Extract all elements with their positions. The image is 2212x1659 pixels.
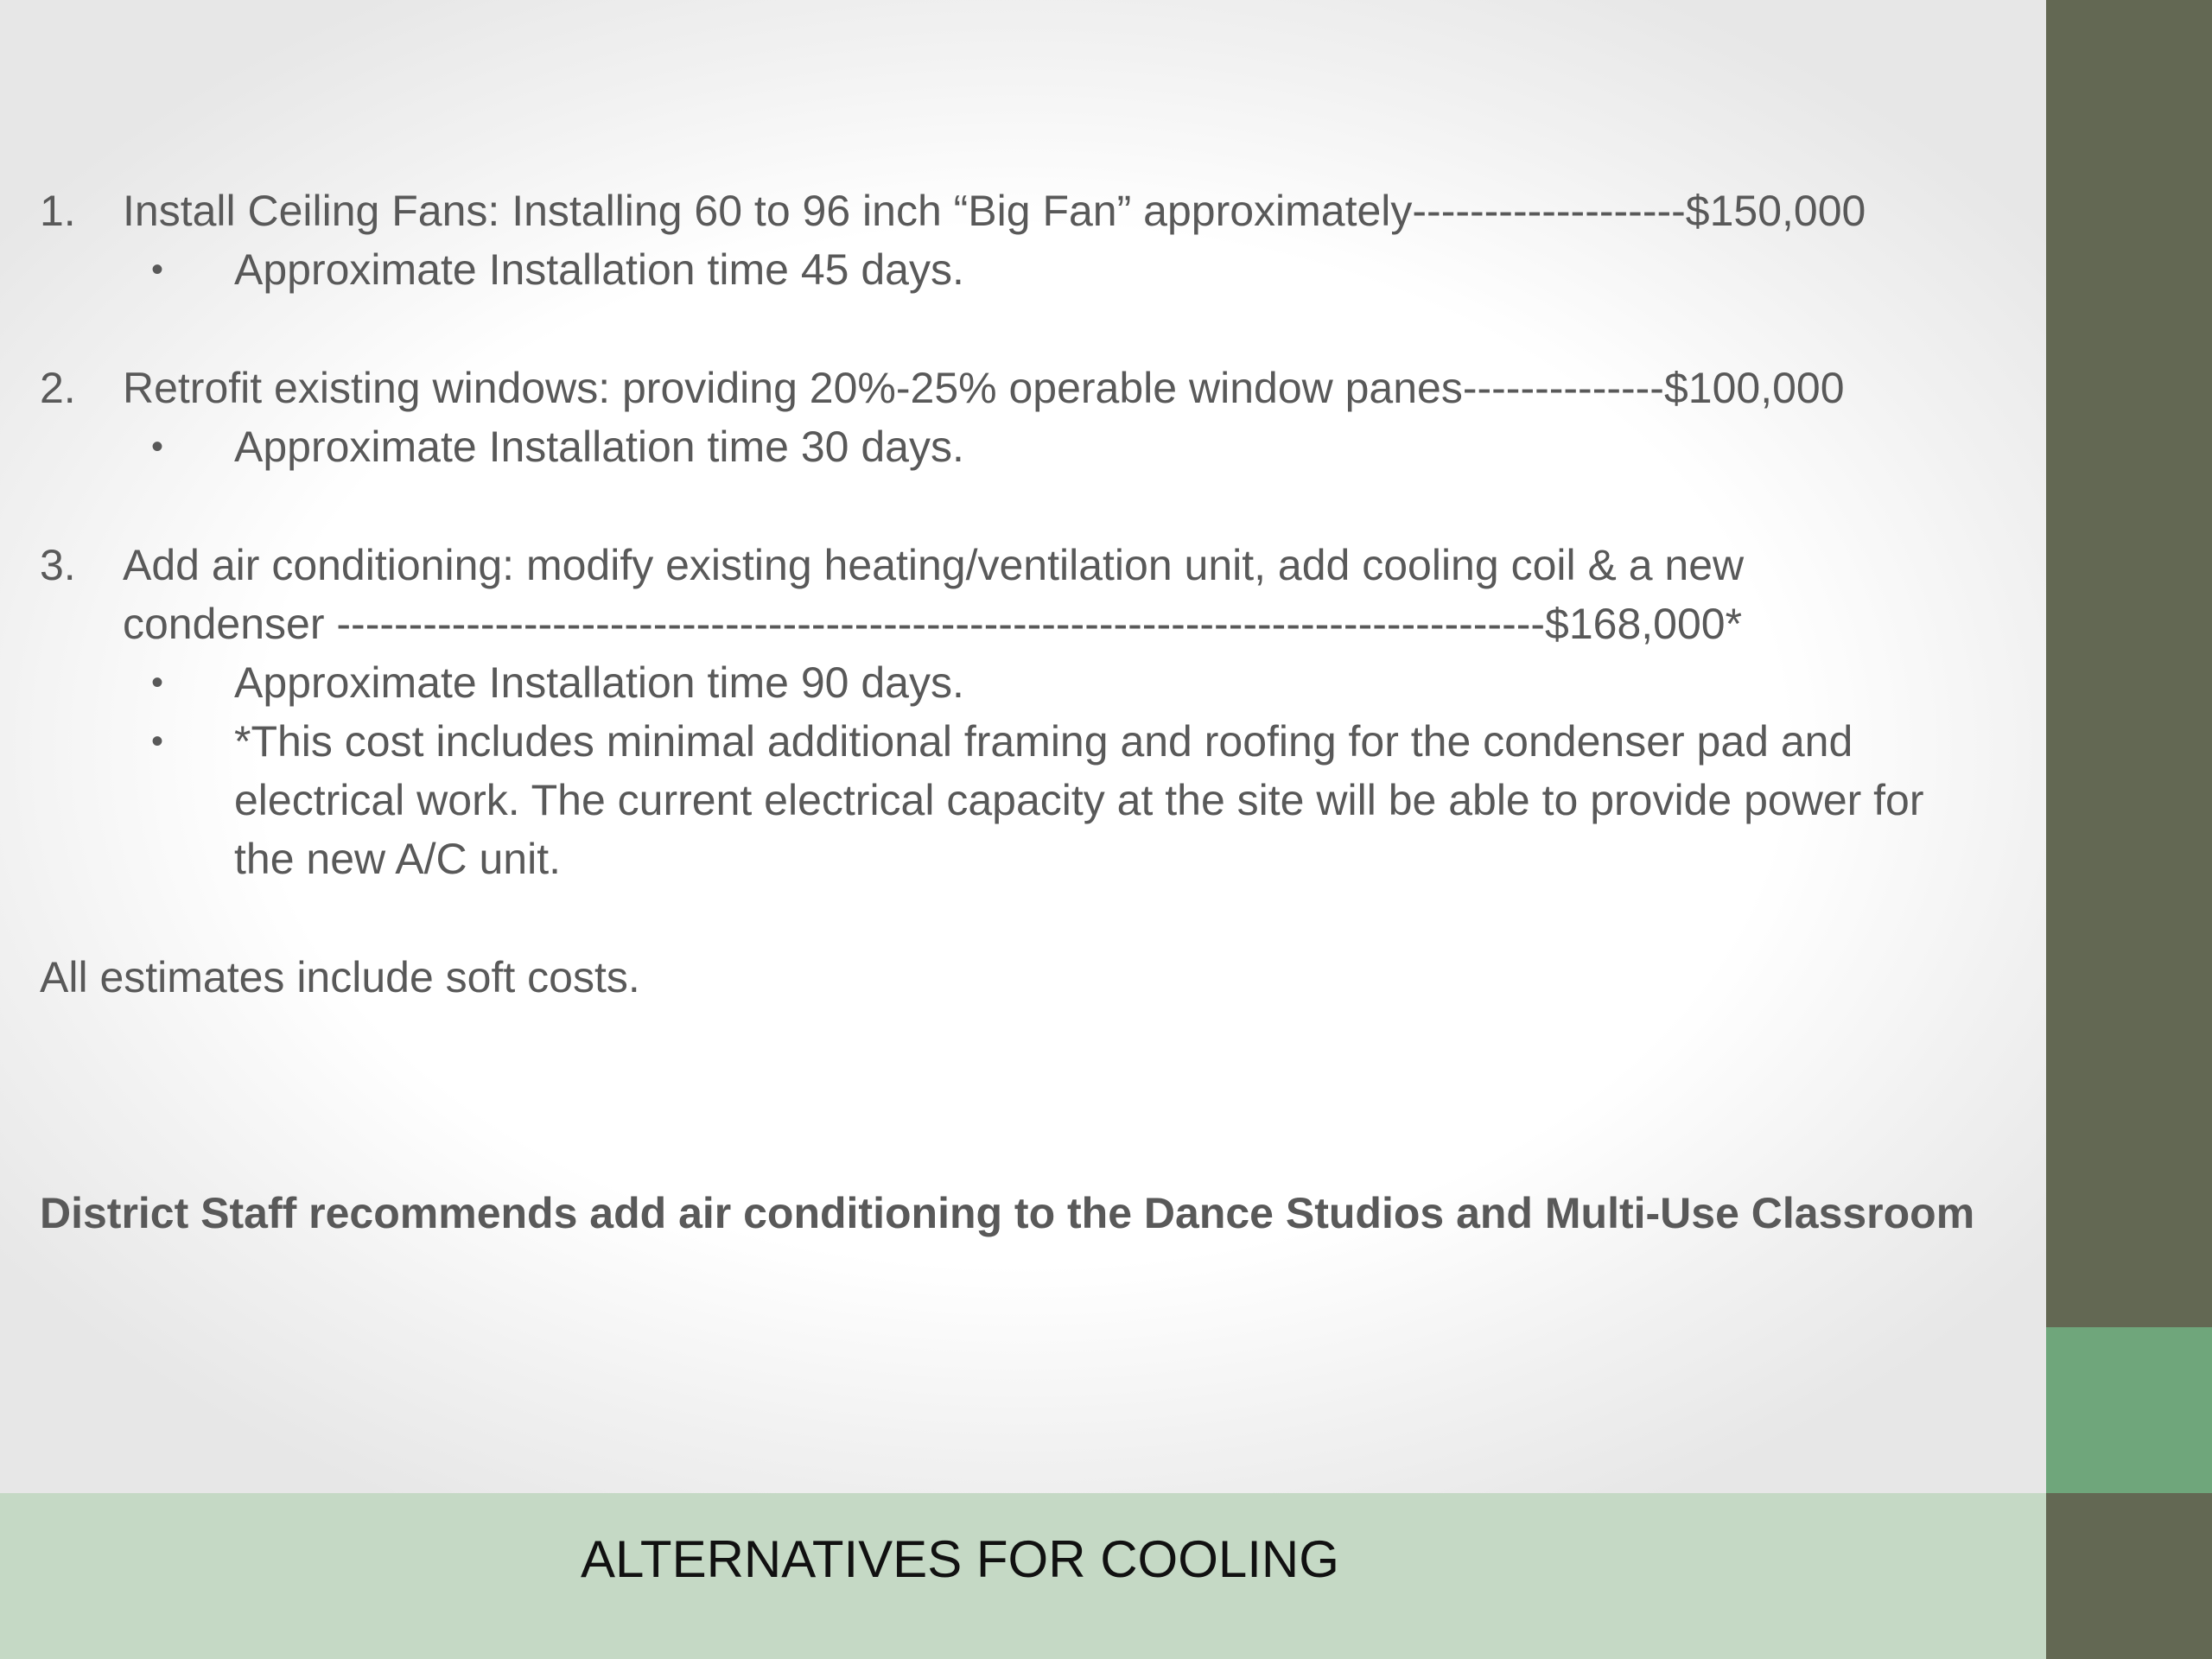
item-1-bullet-1: Approximate Installation time 45 days. [234,245,964,294]
item-2-bullet-1: Approximate Installation time 30 days. [234,423,964,471]
item-3-bullet-1: Approximate Installation time 90 days. [234,658,964,707]
item-3-text-line-2: condenser ------------------------------------------------------------------------------------$168,000* [123,600,1743,648]
estimates-note: All estimates include soft costs. [40,953,640,1001]
item-3-bullet-symbol-2: • [151,722,164,760]
item-1-bullet-symbol: • [151,251,164,289]
recommendation-text: District Staff recommends add air conditioning to the Dance Studios and Multi-Use Classroom [40,1189,1975,1237]
item-2-text: Retrofit existing windows: providing 20%-25% operable window panes--------------$100,000 [123,364,1845,412]
slide-title: ALTERNATIVES FOR COOLING [581,1530,1339,1588]
item-3-bullet-2-line-1: *This cost includes minimal additional framing and roofing for the condenser pad and [234,717,1853,766]
item-3-text-line-1: Add air conditioning: modify existing heating/ventilation unit, add cooling coil & a new [123,541,1745,589]
item-3-bullet-2-line-3: the new A/C unit. [234,835,562,883]
item-3-bullet-2-line-2: electrical work. The current electrical capacity at the site will be able to provide power for [234,776,1924,824]
item-1-text: Install Ceiling Fans: Installing 60 to 96 inch “Big Fan” approximately-------------------$150,000 [123,187,1866,235]
item-1-number: 1. [40,187,76,235]
item-2-bullet-symbol: • [151,428,164,466]
item-3-number: 3. [40,541,76,589]
right-side-accent [2046,1327,2212,1493]
item-2-number: 2. [40,364,76,412]
item-3-bullet-symbol-1: • [151,664,164,702]
